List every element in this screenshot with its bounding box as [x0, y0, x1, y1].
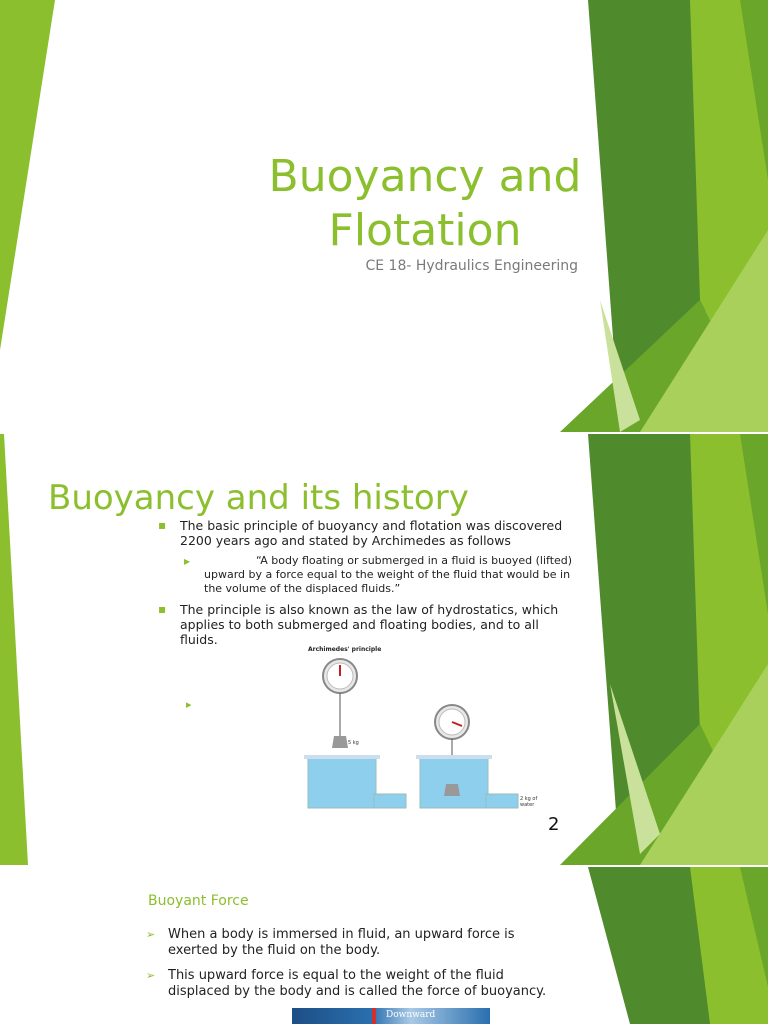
figure-caption: Archimedes' principle — [308, 646, 382, 653]
bullet-chevron-icon: ➢ — [146, 969, 156, 982]
slide-title — [230, 150, 620, 258]
archimedes-figure — [300, 644, 550, 819]
list-item: ▪ The basic principle of buoyancy and flotation was discovered 2200 years ago and stated by Archimedes as follows — [158, 518, 563, 548]
image-label: Downward — [386, 1010, 436, 1020]
title-line-2: Flotation — [328, 205, 522, 256]
scale-illustration — [300, 644, 550, 819]
slide-3 — [0, 867, 768, 1024]
slide-subtitle: CE 18- Hydraulics Engineering — [365, 258, 578, 274]
force-arrow — [372, 1008, 376, 1024]
bullet-chevron-icon: ➢ — [146, 928, 156, 941]
title-line-1: Buoyancy and — [268, 151, 582, 202]
figure-label-mass: 5 kg — [348, 740, 359, 746]
bullet-arrow-icon: ▸ — [186, 698, 192, 711]
list-item: ▸ “A body floating or submerged in a fluid is buoyed (lifted) upward by a force equal to the weight of the fluid that would be in the volume of the displaced fluids.” — [184, 554, 573, 595]
bullet-arrow-icon: ▸ — [184, 554, 191, 568]
slide-title: Buoyancy and its history — [48, 478, 469, 518]
page-number: 2 — [548, 814, 560, 835]
buoyancy-image — [292, 1008, 490, 1024]
list-item: ➢ When a body is immersed in fluid, an upward force is exerted by the fluid on the body. — [146, 927, 515, 958]
list-item: ➢ This upward force is equal to the weight of the fluid displaced by the body and is called the force of buoyancy. — [146, 968, 547, 999]
slide-title: Buoyant Force — [148, 893, 249, 909]
bullet-square-icon: ▪ — [158, 518, 167, 532]
slide-2 — [0, 434, 768, 865]
figure-label-water: 2 kg of water — [520, 796, 538, 808]
bullet-square-icon: ▪ — [158, 602, 167, 616]
list-item: ▪ The principle is also known as the law of hydrostatics, which applies to both submerged and floating bodies, and to all fluids. — [158, 602, 559, 647]
bullet-list — [158, 518, 578, 653]
bullet-list — [146, 927, 566, 1009]
slide-1 — [0, 0, 768, 432]
